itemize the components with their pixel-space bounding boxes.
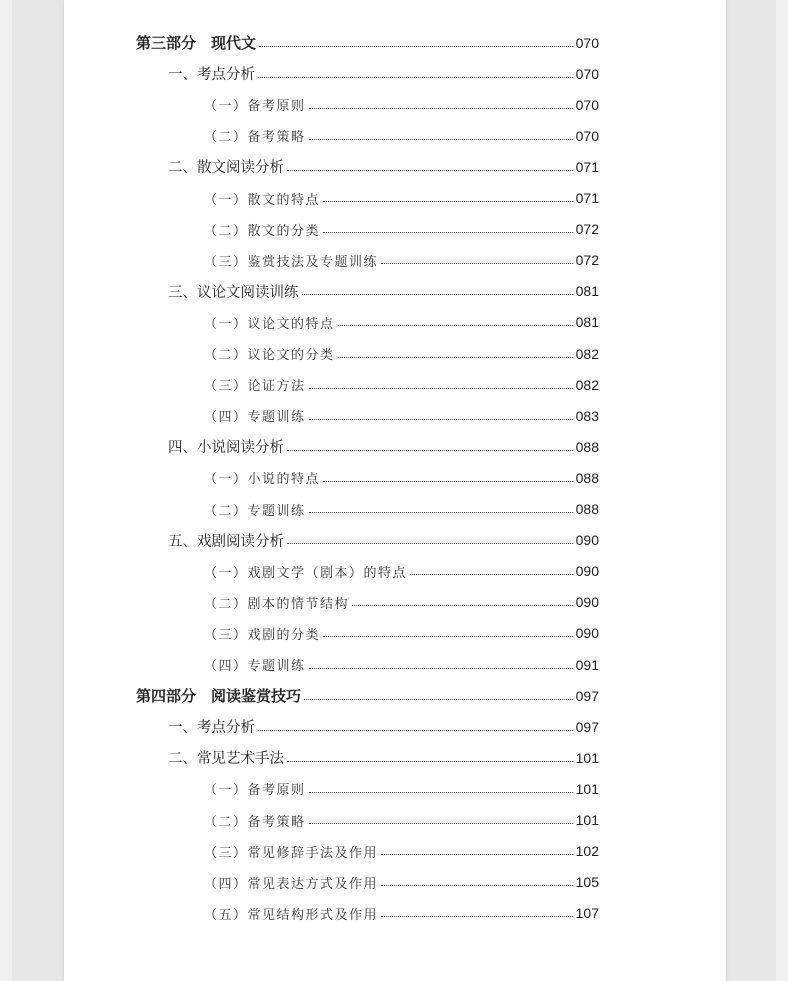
toc-entry-sub — [204, 307, 599, 338]
toc-entry-page-number: 091 — [575, 656, 599, 673]
toc-entry-sub — [204, 369, 599, 400]
toc-entry-sub — [204, 183, 599, 214]
dot-leader — [259, 45, 573, 47]
toc-entry-title: 第四部分 阅读鉴赏技巧 — [136, 687, 302, 706]
toc-entry-page-number: 090 — [575, 625, 599, 642]
toc-entry-page-number: 082 — [575, 376, 599, 393]
toc-entry-page-number: 101 — [575, 780, 599, 797]
toc-entry-sec — [168, 431, 599, 462]
toc-entry-page-number: 090 — [575, 594, 599, 611]
dot-leader — [381, 853, 573, 855]
toc-entry-page-number: 088 — [575, 469, 599, 486]
dot-leader — [287, 169, 573, 171]
dot-leader — [381, 262, 573, 264]
dot-leader — [309, 791, 573, 793]
toc-entry-sub — [204, 338, 599, 369]
toc-entry-page-number: 081 — [575, 283, 599, 300]
toc-entry-sec — [168, 276, 599, 307]
toc-entry-title: （一）议论文的特点 — [204, 316, 335, 332]
toc-entry-page-number: 070 — [575, 34, 599, 51]
toc-entry-sub — [204, 867, 599, 898]
dot-leader — [302, 293, 573, 295]
toc-entry-sub — [204, 120, 599, 151]
toc-entry-sec — [168, 58, 599, 89]
toc-entry-title: （三）鉴赏技法及专题训练 — [204, 254, 379, 270]
toc-entry-page-number: 097 — [575, 687, 599, 704]
toc-entry-title: （三）常见修辞手法及作用 — [204, 845, 379, 861]
toc-entry-page-number: 070 — [575, 96, 599, 113]
toc-entry-title: （一）戏剧文学（剧本）的特点 — [204, 565, 408, 581]
toc-entry-title: 一、考点分析 — [168, 67, 255, 84]
dot-leader — [338, 324, 573, 326]
dot-leader — [309, 107, 573, 109]
toc-entry-page-number: 090 — [575, 532, 599, 549]
dot-leader — [338, 356, 573, 358]
left-background-edge — [0, 0, 12, 981]
toc-entry-sec — [168, 742, 599, 773]
dot-leader — [323, 231, 573, 233]
toc-entry-title: （四）常见表达方式及作用 — [204, 876, 379, 892]
toc-entry-page-number: 102 — [575, 843, 599, 860]
toc-entry-page-number: 072 — [575, 221, 599, 238]
toc-entry-page-number: 097 — [575, 718, 599, 735]
toc-entry-sub — [204, 773, 599, 804]
toc-entry-sub — [204, 462, 599, 493]
toc-entry-title: 四、小说阅读分析 — [168, 440, 284, 457]
toc-entry-sub — [204, 587, 599, 618]
toc-entry-title: 一、考点分析 — [168, 720, 255, 737]
toc-entry-title: （二）剧本的情节结构 — [204, 596, 350, 612]
dot-leader — [309, 822, 573, 824]
dot-leader — [323, 200, 573, 202]
toc-entry-title: 五、戏剧阅读分析 — [168, 533, 284, 550]
toc-entry-title: 三、议论文阅读训练 — [168, 284, 299, 301]
toc-entry-title: （二）专题训练 — [204, 503, 306, 519]
toc-entry-part — [136, 27, 599, 58]
toc-entry-title: 二、散文阅读分析 — [168, 160, 284, 177]
dot-leader — [323, 635, 573, 637]
dot-leader — [258, 729, 573, 731]
dot-leader — [323, 480, 573, 482]
toc-entry-title: （一）备考原则 — [204, 783, 306, 799]
toc-entry-sub — [204, 836, 599, 867]
toc-entry-sub — [204, 89, 599, 120]
toc-entry-title: （二）议论文的分类 — [204, 348, 335, 363]
toc-entry-sub — [204, 556, 599, 587]
toc-entry-title: （二）备考策略 — [204, 130, 306, 146]
dot-leader — [304, 698, 573, 700]
toc-entry-page-number: 081 — [575, 314, 599, 331]
toc-entry-title: （四）专题训练 — [204, 659, 306, 674]
dot-leader — [381, 884, 573, 886]
toc-entry-page-number: 088 — [575, 501, 599, 517]
toc-entry-sub — [204, 245, 599, 276]
toc-entry-page-number: 101 — [575, 812, 599, 828]
toc-entry-title: （四）专题训练 — [204, 410, 306, 426]
toc-entry-sub — [204, 649, 599, 680]
toc-entry-page-number: 101 — [575, 749, 599, 766]
toc-entry-page-number: 082 — [575, 345, 599, 362]
toc-entry-title: （一）小说的特点 — [204, 472, 321, 488]
toc-entry-title: （三）论证方法 — [204, 379, 306, 395]
toc-entry-title: 二、常见艺术手法 — [168, 751, 284, 768]
dot-leader — [309, 418, 573, 420]
toc-entry-page-number: 070 — [575, 65, 599, 82]
dot-leader — [410, 573, 573, 575]
toc-entry-title: 第三部分 现代文 — [136, 34, 257, 52]
toc-entry-title: （二）备考策略 — [204, 814, 306, 830]
dot-leader — [352, 604, 573, 606]
toc-entry-title: （二）散文的分类 — [204, 223, 321, 239]
dot-leader — [381, 915, 573, 917]
dot-leader — [287, 760, 573, 762]
toc-entry-page-number: 072 — [575, 252, 599, 269]
document-page — [64, 0, 726, 981]
toc-entry-title: （三）戏剧的分类 — [204, 627, 321, 643]
toc-entry-page-number: 083 — [575, 407, 599, 424]
toc-entry-title: （一）散文的特点 — [204, 192, 321, 208]
toc-entry-sub — [204, 400, 599, 431]
toc-entry-page-number: 107 — [575, 905, 599, 922]
toc-entry-sec — [168, 151, 599, 182]
toc-entry-page-number: 088 — [575, 438, 599, 455]
dot-leader — [309, 387, 573, 389]
toc-entry-sub — [204, 214, 599, 245]
toc-entry-sub — [204, 898, 599, 929]
dot-leader — [309, 511, 573, 513]
toc-entry-sec — [168, 525, 599, 556]
dot-leader — [309, 138, 573, 140]
toc-entry-part — [136, 680, 599, 711]
toc-entry-page-number: 090 — [575, 563, 599, 580]
toc-entry-page-number: 105 — [575, 874, 599, 891]
toc-entry-sec — [168, 711, 599, 742]
toc-entry-page-number: 070 — [575, 127, 599, 144]
toc-entry-page-number: 071 — [575, 190, 599, 206]
right-background-edge — [776, 0, 788, 981]
toc-entry-sub — [204, 618, 599, 649]
toc-entry-title: （五）常见结构形式及作用 — [204, 907, 379, 923]
dot-leader — [309, 667, 573, 669]
toc-entry-sub — [204, 805, 599, 836]
dot-leader — [258, 76, 573, 78]
dot-leader — [287, 542, 573, 544]
toc-entry-sub — [204, 494, 599, 525]
toc-entry-page-number: 071 — [575, 158, 599, 175]
toc-entry-title: （一）备考原则 — [204, 99, 306, 115]
dot-leader — [287, 449, 573, 451]
